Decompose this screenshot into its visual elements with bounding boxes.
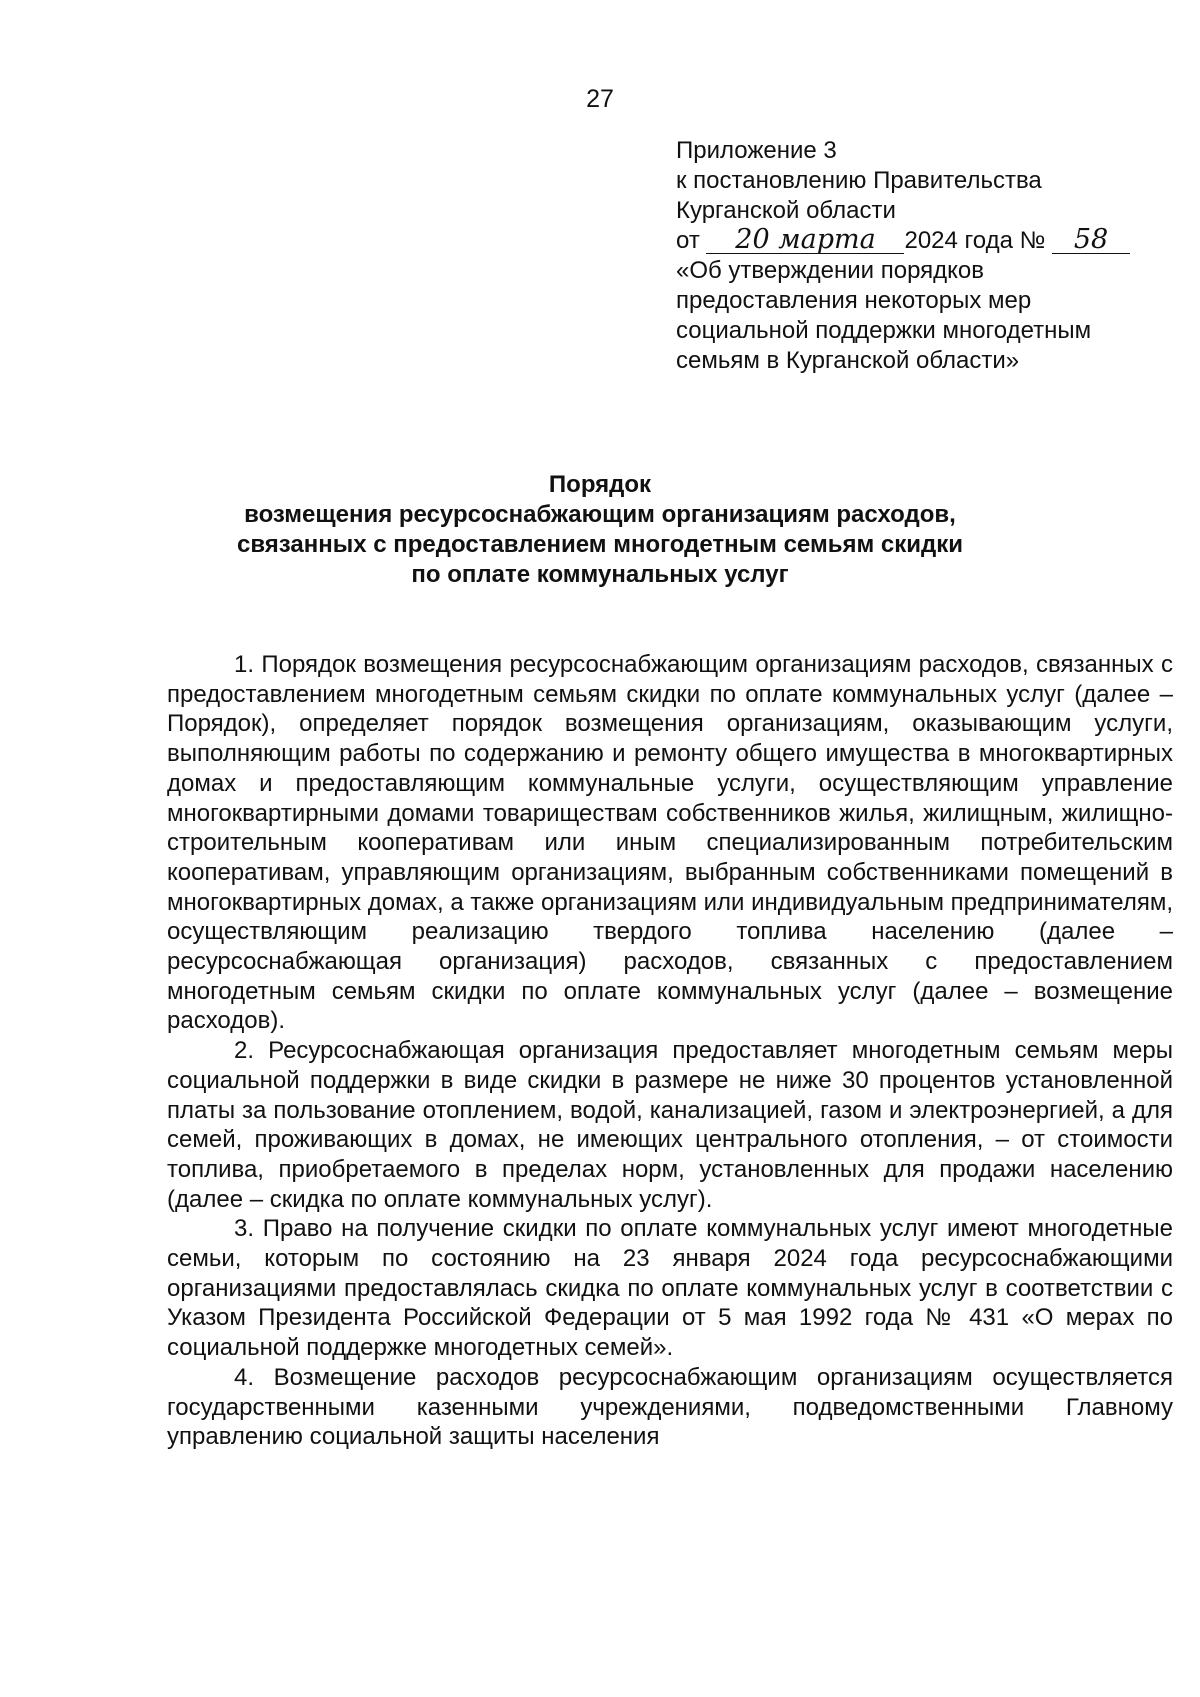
handwritten-date: 20 марта [706,227,904,254]
title-line-2: возмещения ресурсоснабжающим организациям расходов, [244,501,956,528]
document-body [167,650,1173,1452]
appendix-decree-title-3: социальной поддержки многодетным [676,317,1092,344]
title-line-4: по оплате коммунальных услуг [411,561,789,588]
appendix-header [676,136,1176,376]
paragraph-3: 3. Право на получение скидки по оплате коммунальных услуг имеют многодетные семьи, которым по состоянию на 23 января 2024 года ресурсоснабжающими организациями предоставлялась скидка по оплате коммунальных услуг в соответствии с Указом Президента Российской Федерации от 5 мая 1992 года № 431 «О мерах по социальной поддержке многодетных семей». [167,1215,1173,1362]
appendix-decree-title-1: «Об утверждении порядков [676,257,985,284]
title-line-1: Порядок [548,471,652,498]
document-title [130,470,1070,590]
paragraph-4: 4. Возмещение расходов ресурсоснабжающим организациям осуществляется государственными казенными учреждениями, подведомственными Главному управлению социальной защиты населения [167,1363,1173,1451]
appendix-region: Курганской области [676,197,896,224]
paragraph-1: 1. Порядок возмещения ресурсоснабжающим организациям расходов, связанных с предоставлением многодетным семьям скидки по оплате коммунальных услуг (далее – Порядок), определяет порядок возмещения организациям, оказывающим услуги, выполняющим работы по содержанию и ремонту общего имущества в многоквартирных домах и предоставляющим коммунальные услуги, осуществляющим управление многоквартирными домами товариществам собственников жилья, жилищным, жилищно-строительным кооперативам или иным специализированным потребительским кооперативам, управляющим организациям, выбранным собственниками помещений в многоквартирных домах, а также организациям или индивидуальным предпринимателям, осуществляющим реализацию твердого топлива населению (далее – ресурсоснабжающая организация) расходов, связанных с предоставлением многодетным семьям скидки по оплате коммунальных услуг (далее – возмещение расходов). [167,651,1173,1035]
handwritten-number: 58 [1052,227,1130,254]
date-suffix: 2024 года № [904,227,1046,254]
title-line-3: связанных с предоставлением многодетным семьям скидки [236,531,963,558]
date-prefix: от [676,227,700,254]
page-number: 27 [586,85,614,113]
appendix-title: Приложение 3 [676,137,837,164]
paragraph-2: 2. Ресурсоснабжающая организация предоставляет многодетным семьям меры социальной поддержки в виде скидки в размере не ниже 30 процентов установленной платы за пользование отоплением, водой, канализацией, газом и электроэнергией, а для семей, проживающих в домах, не имеющих центрального отопления, – от стоимости топлива, приобретаемого в пределах норм, установленных для продажи населению (далее – скидка по оплате коммунальных услуг). [167,1037,1173,1213]
appendix-date-line [676,226,1176,256]
appendix-decree-title-4: семьям в Курганской области» [676,347,1020,374]
appendix-decree-title-2: предоставления некоторых мер [676,287,1032,314]
appendix-reference: к постановлению Правительства [676,167,1042,194]
